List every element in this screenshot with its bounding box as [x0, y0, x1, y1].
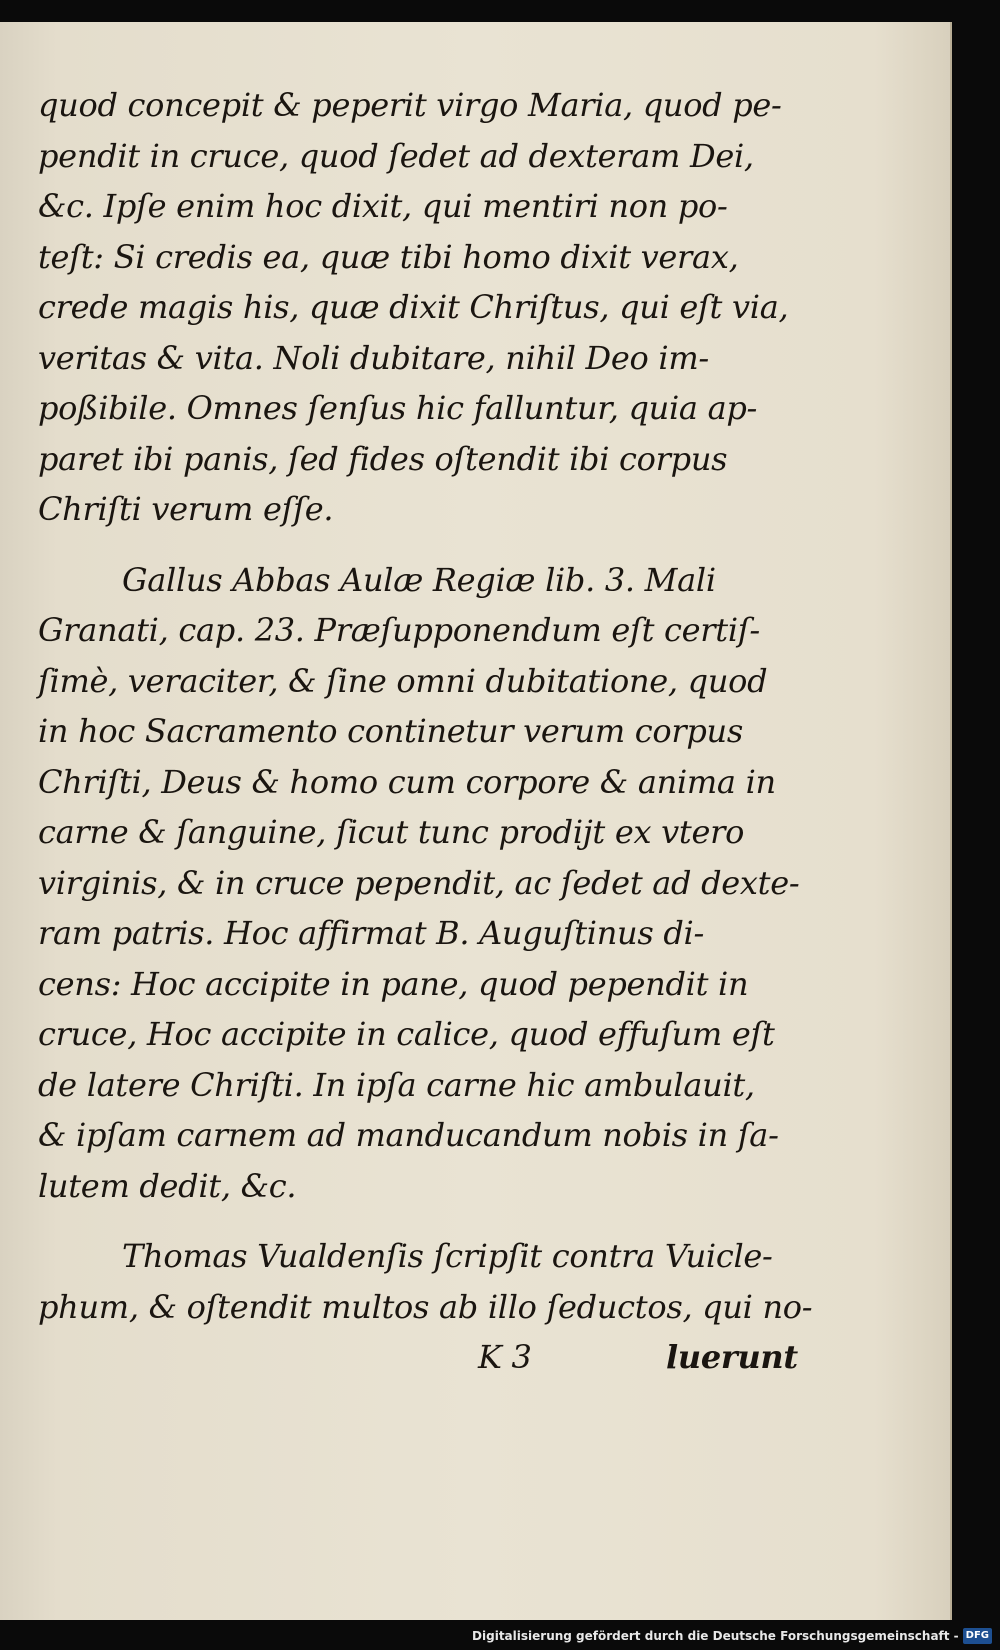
text-line: quod concepit & peperit virgo Maria, quod pe-	[38, 86, 782, 124]
signature-mark: K 3	[478, 1338, 532, 1376]
credit-text: Digitalisierung gefördert durch die Deutsche Forschungsgemeinschaft -	[472, 1629, 959, 1643]
text-line: crede magis his, quæ dixit Chriſtus, qui eſt via,	[38, 288, 789, 326]
text-line: Gallus Abbas Aulæ Regiæ lib. 3. Mali	[122, 560, 716, 599]
paragraph-1	[38, 80, 798, 535]
text-line: in hoc Sacramento continetur verum corpus	[38, 712, 743, 750]
text-line: teſt: Si credis ea, quæ tibi homo dixit verax,	[38, 237, 739, 276]
text-line: ram patris. Hoc affirmat B. Auguſtinus di-	[38, 914, 704, 952]
digitization-credit	[472, 1626, 992, 1646]
text-line: poßibile. Omnes ſenſus hic falluntur, quia ap-	[38, 389, 758, 427]
text-line: virginis, & in cruce pependit, ac ſedet ad dexte-	[38, 863, 800, 902]
text-line: ſimè, veraciter, & ſine omni dubitatione, quod	[38, 661, 768, 700]
text-line: Chriſti verum eſſe.	[38, 490, 334, 528]
dfg-logo: DFG	[963, 1628, 992, 1644]
book-page	[0, 22, 952, 1620]
text-line: veritas & vita. Noli dubitare, nihil Deo im-	[38, 338, 709, 377]
text-line: Granati, cap. 23. Præſupponendum eſt certiſ-	[38, 611, 760, 649]
text-line: pendit in cruce, quod ſedet ad dexteram Dei,	[38, 136, 754, 175]
catchword: luerunt	[666, 1338, 798, 1376]
text-line: de latere Chriſti. In ipſa carne hic ambulauit,	[38, 1065, 755, 1104]
paragraph-gap	[38, 1211, 798, 1231]
text-line: &c. Ipſe enim hoc dixit, qui mentiri non po-	[38, 187, 728, 225]
paragraph-2	[38, 555, 798, 1212]
text-line: cruce, Hoc accipite in calice, quod effuſum eſt	[38, 1015, 775, 1053]
paragraph-gap	[38, 535, 798, 555]
page-foot-row	[38, 1332, 798, 1382]
text-line: & ipſam carnem ad manducandum nobis in ſa-	[38, 1116, 779, 1154]
text-line: lutem dedit, &c.	[38, 1166, 297, 1205]
text-line: cens: Hoc accipite in pane, quod pependit in	[38, 964, 749, 1003]
text-line: carne & ſanguine, ſicut tunc prodijt ex vtero	[38, 813, 745, 851]
text-line: Chriſti, Deus & homo cum corpore & anima in	[38, 762, 776, 801]
page-text	[38, 80, 813, 1382]
text-line: paret ibi panis, ſed fides oſtendit ibi corpus	[38, 439, 728, 478]
paragraph-3	[38, 1231, 813, 1332]
text-line: phum, & oſtendit multos ab illo ſeductos, qui no-	[38, 1287, 813, 1326]
text-line: Thomas Vualdenſis ſcripſit contra Vuicle-	[122, 1237, 773, 1275]
